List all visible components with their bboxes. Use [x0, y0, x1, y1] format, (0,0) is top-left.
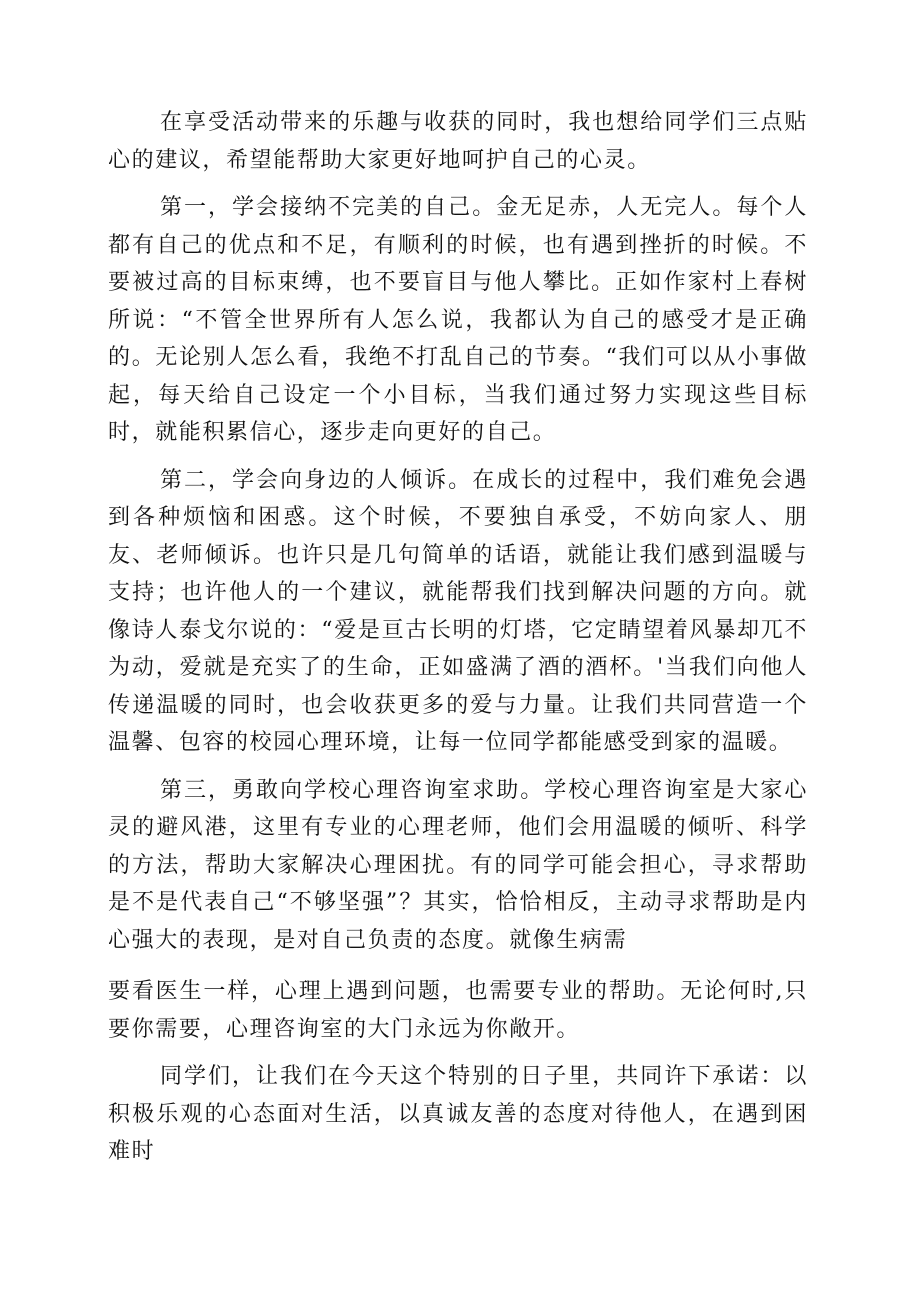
- paragraph-third-suggestion: 第三，勇敢向学校心理咨询室求助。学校心理咨询室是大家心灵的避风港，这里有专业的心理老师，他们会用温暖的倾听、科学的方法，帮助大家解决心理困扰。有的同学可能会担心，寻求帮助是不是代表自己“不够坚强”？其实，恰恰相反，主动寻求帮助是内心强大的表现，是对自己负责的态度。就像生病需: [108, 777, 808, 953]
- document-page: [108, 104, 808, 1181]
- paragraph-first-suggestion: 第一，学会接纳不完美的自己。金无足赤，人无完人。每个人都有自己的优点和不足，有顺利的时候，也有遇到挫折的时候。不要被过高的目标束缚，也不要盲目与他人攀比。正如作家村上春树所说：“不管全世界所有人怎么说，我都认为自己的感受才是正确的。无论别人怎么看，我绝不打乱自己的节奏。“我们可以从小事做起，每天给自己设定一个小目标，当我们通过努力实现这些目标时，就能积累信心，逐步走向更好的自己。: [108, 195, 808, 445]
- paragraph-closing: 同学们，让我们在今天这个特别的日子里，共同许下承诺：以积极乐观的心态面对生活，以真诚友善的态度对待他人，在遇到困难时: [108, 1064, 808, 1164]
- paragraph-intro: 在享受活动带来的乐趣与收获的同时，我也想给同学们三点贴心的建议，希望能帮助大家更好地呵护自己的心灵。: [108, 110, 808, 173]
- paragraph-third-suggestion-continued: 要看医生一样，心理上遇到问题，也需要专业的帮助。无论何时,只要你需要，心理咨询室的大门永远为你敞开。: [108, 979, 808, 1042]
- paragraph-second-suggestion: 第二，学会向身边的人倾诉。在成长的过程中，我们难免会遇到各种烦恼和困惑。这个时候，不要独自承受，不妨向家人、朋友、老师倾诉。也许只是几句简单的话语，就能让我们感到温暖与支持；也许他人的一个建议，就能帮我们找到解决问题的方向。就像诗人泰戈尔说的：“爱是亘古长明的灯塔，它定睛望着风暴却兀不为动，爱就是充实了的生命，正如盛满了酒的酒杯。'当我们向他人传递温暖的同时，也会收获更多的爱与力量。让我们共同营造一个温馨、包容的校园心理环境，让每一位同学都能感受到家的温暖。: [108, 467, 808, 755]
